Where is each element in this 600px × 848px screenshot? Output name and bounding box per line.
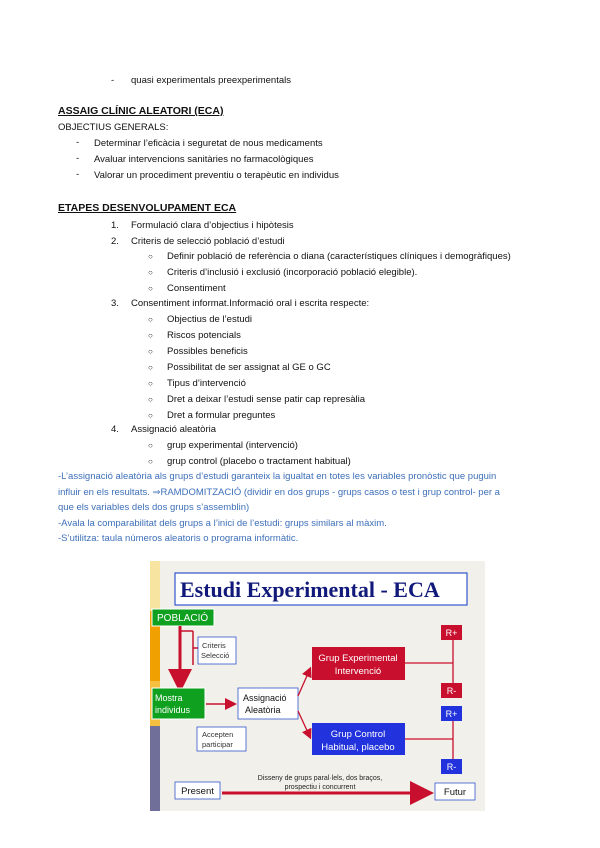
bullet-circle-icon: ○: [148, 457, 153, 466]
note-line: que els variables dels dos grups s’assemblin): [58, 502, 250, 513]
bullet-circle-icon: ○: [148, 268, 153, 277]
assignacio-label-2: Aleatòria: [245, 705, 281, 715]
note-line: -Avala la comparabilitat dels grups a l’inici de l’estudi: grups similars al màxim.: [58, 518, 387, 529]
section-title-eca: ASSAIG CLÍNIC ALEATORI (ECA): [58, 105, 224, 117]
mostra-label-1: Mostra: [155, 693, 183, 703]
accepten-label-1: Accepten: [202, 730, 234, 739]
design-caption-2: prospectiu i concurrent: [284, 784, 356, 791]
list-dash: -: [76, 153, 80, 164]
sub-item: grup experimental (intervenció): [167, 440, 298, 451]
ge-label-1: Grup Experimental: [318, 653, 398, 664]
note-line: -L’assignació aleatòria als grups d’estudi garanteix la igualtat en totes les variables pronòstic que puguin: [58, 471, 497, 482]
sub-item: Tipus d’intervenció: [167, 378, 246, 389]
bullet-circle-icon: ○: [148, 315, 153, 324]
list-dash: -: [76, 169, 80, 180]
accepten-label-2: participar: [202, 740, 233, 749]
sub-item: Possibles beneficis: [167, 346, 248, 357]
mostra-label-2: individus: [155, 705, 191, 715]
criteris-label-2: Selecció: [201, 651, 230, 660]
sidebar-strip: [150, 561, 160, 611]
assignacio-label-1: Assignació: [243, 693, 287, 703]
note-line: influir en els resultats. ⇒RAMDOMITZACIÓ (dividir en dos grups - grups casos o test i grup control- per a: [58, 487, 500, 498]
sub-item: Objectius de l’estudi: [167, 314, 253, 325]
gc-label-2: Habitual, placebo: [321, 742, 395, 753]
sub-item: Definir població de referència o diana (característiques clíniques i demogràfiques): [167, 251, 511, 262]
step-number: 3.: [111, 298, 119, 309]
bullet-circle-icon: ○: [148, 441, 153, 450]
step-number: 1.: [111, 220, 119, 231]
objectives-subtitle: OBJECTIUS GENERALS:: [58, 122, 169, 133]
eca-diagram: [150, 561, 485, 811]
top-item: quasi experimentals preexperimentals: [131, 75, 291, 86]
step-number: 2.: [111, 236, 119, 247]
sub-item: Riscos potencials: [167, 330, 241, 341]
step-number: 4.: [111, 424, 119, 435]
bullet-circle-icon: ○: [148, 331, 153, 340]
sidebar-strip: [150, 726, 160, 811]
bullet-circle-icon: ○: [148, 379, 153, 388]
ge-label-2: Intervenció: [334, 666, 382, 677]
r-plus-blue-label: R+: [445, 709, 458, 719]
step-2: Criteris de selecció població d’estudi: [131, 236, 285, 247]
step-3: Consentiment informat.Informació oral i escrita respecte:: [131, 298, 370, 309]
design-caption-1: Disseny de grups paral·lels, dos braços,: [257, 775, 383, 782]
r-plus-red-label: R+: [445, 628, 458, 638]
bullet-circle-icon: ○: [148, 252, 153, 261]
r-minus-blue-label: R-: [446, 762, 457, 772]
poblacio-label: POBLACIÓ: [157, 613, 209, 624]
sub-item: Dret a formular preguntes: [167, 410, 276, 421]
gc-label-1: Grup Control: [330, 729, 386, 740]
sub-item: Consentiment: [167, 283, 226, 294]
bullet-circle-icon: ○: [148, 411, 153, 420]
list-dash: -: [76, 137, 80, 148]
section-title-stages: ETAPES DESENVOLUPAMENT ECA: [58, 202, 237, 214]
list-dash: -: [111, 75, 115, 86]
bullet-circle-icon: ○: [148, 284, 153, 293]
objective-item: Avaluar intervencions sanitàries no farmacològiques: [94, 154, 314, 165]
step-1: Formulació clara d’objectius i hipòtesis: [131, 220, 294, 231]
step-4: Assignació aleatòria: [131, 424, 217, 435]
note-line: -S’utilitza: taula números aleatoris o programa informàtic.: [58, 533, 299, 544]
bullet-circle-icon: ○: [148, 395, 153, 404]
sub-item: Dret a deixar l’estudi sense patir cap represàlia: [167, 394, 366, 405]
sub-item: Criteris d’inclusió i exclusió (incorporació població elegible).: [167, 267, 418, 278]
bullet-circle-icon: ○: [148, 347, 153, 356]
futur-label: Futur: [443, 787, 467, 798]
diagram-title: Estudi Experimental - ECA: [180, 577, 440, 602]
criteris-label-1: Criteris: [202, 641, 226, 650]
objective-item: Determinar l’eficàcia i seguretat de nous medicaments: [94, 138, 323, 149]
present-label: Present: [181, 786, 214, 797]
sub-item: Possibilitat de ser assignat al GE o GC: [167, 362, 331, 373]
r-minus-red-label: R-: [446, 686, 457, 696]
sub-item: grup control (placebo o tractament habitual): [167, 456, 351, 467]
bullet-circle-icon: ○: [148, 363, 153, 372]
objective-item: Valorar un procediment preventiu o terapèutic en individus: [94, 170, 339, 181]
